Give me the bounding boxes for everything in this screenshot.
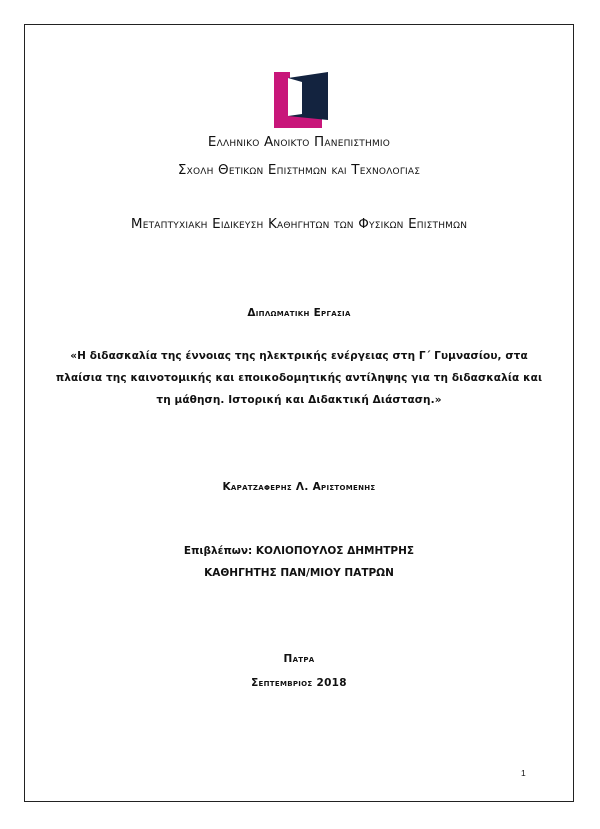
program-name: Μεταπτυχιακη Ειδικευση Καθηγητων των Φυσικων Επιστημων — [130, 216, 468, 232]
university-name: Ελληνικο Ανοικτο Πανεπιστημιο — [207, 134, 391, 150]
date: Σεπτεμβριος 2018 — [251, 677, 347, 689]
supervisor-title: ΚΑΘΗΓΗΤΗΣ ΠΑΝ/ΜΙΟΥ ΠΑΤΡΩΝ — [204, 567, 394, 579]
university-logo-icon — [274, 72, 328, 128]
school-name: Σχολη Θετικων Επιστημων και Τεχνολογιας — [177, 162, 421, 178]
page-number: 1 — [521, 768, 526, 778]
thesis-title-line-1: «Η διδασκαλία της έννοιας της ηλεκτρικής ενέργειας στη Γ΄ Γυμνασίου, στα — [70, 350, 528, 362]
document-type: Διπλωματικη Εργασια — [247, 307, 351, 319]
thesis-title-line-3: τη μάθηση. Ιστορική και Διδακτική Διάσταση.» — [156, 394, 442, 406]
city: Πατρα — [283, 653, 315, 665]
author-name: Καρατζαφερης Λ. Αριστομενης — [222, 481, 376, 493]
supervisor-line: Επιβλέπων: ΚΟΛΙΟΠΟΥΛΟΣ ΔΗΜΗΤΡΗΣ — [183, 545, 415, 557]
thesis-title-line-2: πλαίσια της καινοτομικής και εποικοδομητικής αντίληψης για τη διδασκαλία και — [55, 372, 543, 384]
